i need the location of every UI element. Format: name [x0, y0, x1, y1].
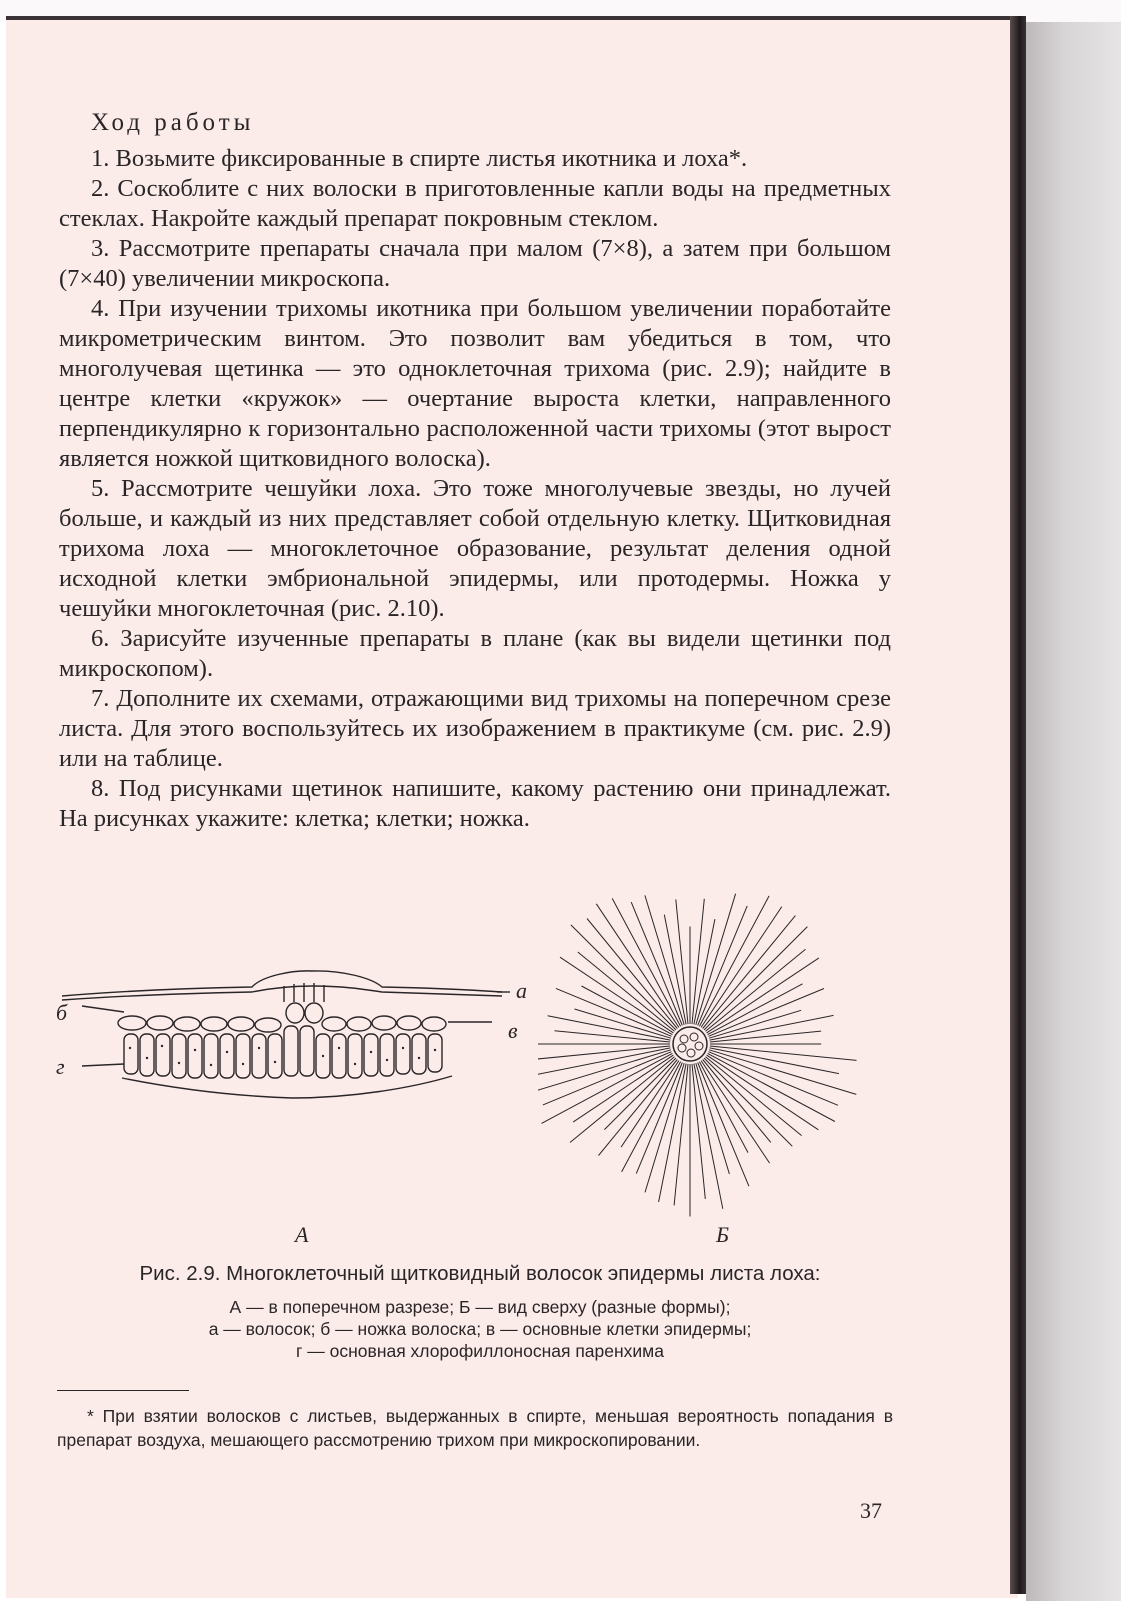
book-spine	[1010, 16, 1026, 1594]
label-g: г	[56, 1054, 65, 1079]
label-v: в	[508, 1018, 518, 1043]
step-5: 5. Рассмотрите чешуйки лоха. Это тоже многолучевые звезды, но лучей больше, и каждый из них представляет собой отдельную клетку. Щитковидная трихома лоха — многоклеточное образование, результат деления одной исходной клетки эмбриональной эпидермы, или протодермы. Ножка у чешуйки многоклеточная (рис. 2.10).	[59, 475, 891, 622]
step-6: 6. Зарисуйте изученные препараты в плане (как вы видели щетинки под микроскопом).	[59, 625, 891, 682]
step-8: 8. Под рисунками щетинок напишите, какому растению они принадлежат. На рисунках укажите: клетка; клетки; ножка.	[59, 775, 891, 832]
panel-a-label: А	[295, 1222, 309, 1247]
scale-ray	[698, 1063, 749, 1187]
scale-ray	[701, 1061, 770, 1164]
step-4: 4. При изучении трихомы икотника при большом увеличении поработайте микрометрическим винтом. Это позволит вам убедиться в том, что многолучевая щетинка — это одноклеточная трихома (рис. 2.9); найдите в центре клетки «кружок» — очертание выроста клетки, направленного перпендикулярно к горизонтально расположенной части трихомы (этот вырост является ножкой щитковидного волоска).	[59, 295, 891, 472]
scan-right-edge	[1026, 22, 1121, 1601]
scale-ray	[709, 1052, 839, 1106]
scale-ray	[543, 1052, 672, 1105]
label-a: а	[516, 978, 527, 1003]
section-heading: Ход работы	[91, 109, 255, 136]
panel-b-label: Б	[716, 1222, 729, 1247]
step-3: 3. Рассмотрите препараты сначала при малом (7×8), а затем при большом (7×40) увеличении микроскопа.	[59, 235, 891, 292]
scale-ray	[571, 925, 676, 1030]
step-1: 1. Возьмите фиксированные в спирте листья икотника и лоха*.	[91, 145, 748, 172]
body-text	[59, 108, 891, 834]
scale-ray	[573, 1055, 673, 1122]
scale-ray	[538, 1050, 671, 1094]
scale-ray	[708, 984, 803, 1035]
scale-ray	[674, 1064, 688, 1206]
figure-b-top-view	[538, 878, 888, 1218]
step-7: 7. Дополните их схемами, отражающими вид трихомы на поперечном срезе листа. Для этого воспользуйтесь их изображением в практикуме (см. рис. 2.9) или на таблице.	[59, 685, 891, 772]
scale-ray	[710, 1046, 857, 1060]
figure-a-cross-section	[52, 968, 542, 1118]
scale-ray	[538, 1046, 670, 1059]
footnote-rule	[57, 1390, 189, 1391]
scale-ray	[699, 1062, 748, 1153]
label-b: б	[56, 1000, 68, 1025]
footnote: * При взятии волосков с листьев, выдержанных в спирте, меньшая вероятность попадания в препарат воздуха, мешающего рассмотрению трихом при микроскопировании.	[57, 1406, 893, 1450]
figure-caption: Рис. 2.9. Многоклеточный щитковидный волосок эпидермы листа лоха:	[139, 1262, 821, 1285]
scale-ray	[692, 1064, 705, 1199]
scale-ray	[704, 927, 807, 1030]
scale-ray	[631, 902, 682, 1025]
caption-line-3: г — основная хлорофиллоносная паренхима	[296, 1341, 664, 1361]
caption-line-1: А — в поперечном разрезе; Б — вид сверху (разные формы);	[229, 1297, 731, 1317]
caption-line-2: а — волосок; б — ножка волоска; в — основные клетки эпидермы;	[208, 1319, 752, 1339]
scale-ray	[703, 1060, 771, 1143]
page-number: 37	[860, 1498, 882, 1523]
step-2: 2. Соскоблите с них волоски в приготовленные капли воды на предметных стеклах. Накройте каждый препарат покровным стеклом.	[59, 175, 891, 232]
scale-ray	[582, 986, 673, 1035]
